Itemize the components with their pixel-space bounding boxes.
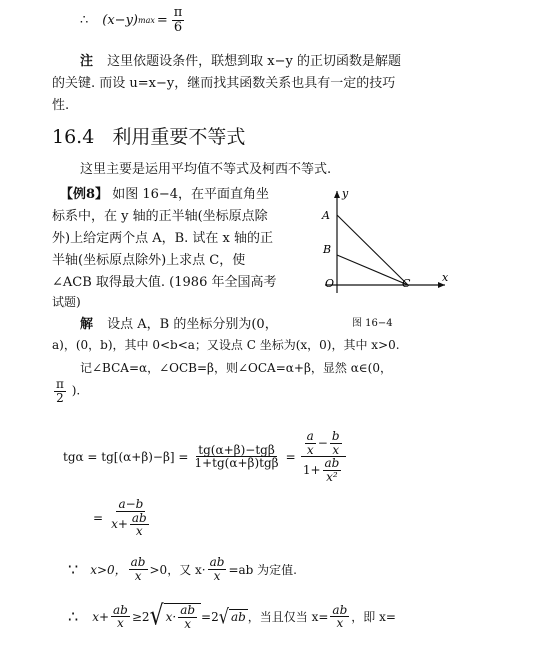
x-axis-label: x — [442, 271, 449, 284]
example-label: 【例8】 — [60, 187, 109, 202]
intro-text: 这里主要是运用平均值不等式及柯西不等式. — [80, 162, 332, 177]
note-label: 注 — [80, 54, 94, 69]
solution-line-1: 解 设点 A，B 的坐标分别为(0， — [80, 317, 278, 332]
point-b-label: B — [323, 243, 332, 256]
example-line-5: ∠ACB 取得最大值. (1986 年全国高考 — [52, 275, 277, 290]
section-title: 利用重要不等式 — [112, 126, 246, 148]
therefore-symbol: ∴ — [80, 12, 89, 28]
y-axis-arrow — [334, 191, 340, 198]
example-line-6: 试题) — [52, 295, 81, 309]
segment-bc — [337, 255, 408, 285]
therefore-line: ∴ x+ $\frac{ab}{x}$ ≥2 √ x· $\frac{ab}{x}$ =2 √ ab ，当且仅当 x= $\frac{ab}{x}$ ，即 x= — [68, 600, 396, 633]
because-line: ∵ x>0， $\frac{ab}{x}$ >0，又 x· $\frac{ab}{x}$ =ab 为定值. — [68, 555, 297, 583]
figure-caption: 图 16−4 — [352, 318, 393, 329]
solution-line-3: 记∠BCA=α，∠OCB=β，则∠OCA=α+β，显然 α∈(0， — [80, 361, 392, 375]
coordinate-figure — [305, 185, 455, 300]
example-line-1: 【例8】 如图 16−4，在平面直角坐 — [60, 187, 270, 202]
example-line-3: 外)上给定两个点 A，B. 试在 x 轴的正 — [52, 231, 274, 246]
note-line-3: 性. — [52, 98, 70, 113]
section-number: 16.4 — [52, 126, 95, 148]
formula-simplified: = a−b x+ $\frac{ab}{x}$ — [93, 497, 147, 539]
section-heading — [52, 122, 245, 149]
origin-label: O — [325, 277, 335, 290]
sqrt-ab: √ ab — [218, 604, 246, 629]
sqrt-expression: √ x· $\frac{ab}{x}$ — [150, 603, 201, 630]
expr: (x−y) — [102, 12, 138, 28]
expr-sub: max — [138, 15, 155, 25]
max-result-line: ∴ (x−y) max = $\frac{\pi}{6}$ — [80, 5, 183, 35]
segment-ac — [337, 215, 408, 285]
solution-line-2: a)，(0，b)，其中 0<b<a；又设点 C 坐标为(x，0)，其中 x>0. — [52, 338, 400, 352]
note-line-1: 注 这里依题设条件，联想到取 x−y 的正切函数是解题 — [80, 54, 401, 69]
point-a-label: A — [322, 209, 330, 222]
solution-pi-over-2: $\frac{\pi}{2}$ ). — [56, 377, 81, 405]
point-c-label: C — [402, 277, 411, 290]
formula-tg-alpha: tgα = tg[(α+β)−β] = $\frac{\text{tg(α+β)−tgβ}}{\text{1+tg(α+β)tgβ}}$ = $\frac{a}{x}$ − $\frac{b}{x}$ 1+ $\frac{ab}{\text{x²}}$ — [63, 430, 348, 483]
example-line-2: 标系中，在 y 轴的正半轴(坐标原点除 — [52, 209, 268, 224]
solution-label: 解 — [80, 317, 94, 332]
example-line-4: 半轴(坐标原点除外)上求点 C，使 — [52, 253, 246, 268]
y-axis-label: y — [342, 187, 349, 200]
note-line-2: 的关键. 而设 u=x−y，继而找其函数关系也具有一定的技巧 — [52, 76, 396, 91]
